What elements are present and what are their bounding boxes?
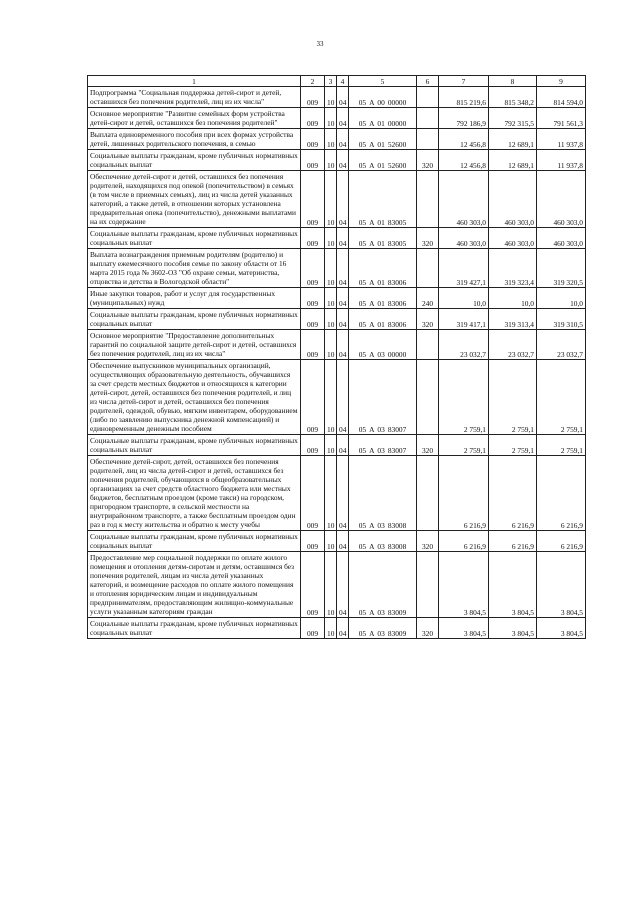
row-amount-year3: 460 303,0 bbox=[537, 228, 586, 249]
col-header-2: 2 bbox=[301, 76, 325, 87]
row-expense-type: 320 bbox=[417, 228, 439, 249]
row-amount-year1: 2 759,1 bbox=[439, 435, 489, 456]
target-article-part: 05 bbox=[358, 608, 367, 617]
row-amount-year3: 791 561,3 bbox=[537, 108, 586, 129]
col-header-6: 6 bbox=[417, 76, 439, 87]
row-section-code: 10 bbox=[325, 330, 337, 360]
target-article-part: 05 bbox=[358, 542, 367, 551]
row-amount-year2: 319 323,4 bbox=[489, 249, 537, 288]
target-article-part: 00000 bbox=[387, 98, 407, 107]
row-expense-type: 320 bbox=[417, 618, 439, 639]
target-article-part: 83005 bbox=[387, 239, 407, 248]
target-article-part: 05 bbox=[358, 218, 367, 227]
table-row bbox=[88, 288, 586, 309]
row-ved-code: 009 bbox=[301, 552, 325, 618]
table-body bbox=[88, 87, 586, 639]
target-article-part: 01 bbox=[377, 320, 385, 329]
row-amount-year2: 792 315,5 bbox=[489, 108, 537, 129]
row-name: Иные закупки товаров, работ и услуг для государственных (муниципальных) нужд bbox=[88, 288, 301, 309]
table-row bbox=[88, 552, 586, 618]
table-row bbox=[88, 108, 586, 129]
row-amount-year3: 319 320,5 bbox=[537, 249, 586, 288]
row-name: Основное мероприятие "Развитие семейных форм устройства детей-сирот и детей, оставшихся без попечения родителей" bbox=[88, 108, 301, 129]
row-target-article bbox=[349, 456, 417, 531]
row-target-article bbox=[349, 360, 417, 435]
row-amount-year3: 2 759,1 bbox=[537, 360, 586, 435]
row-target-article bbox=[349, 228, 417, 249]
row-amount-year1: 815 219,6 bbox=[439, 87, 489, 108]
row-amount-year3: 23 032,7 bbox=[537, 330, 586, 360]
row-subsection-code: 04 bbox=[337, 108, 349, 129]
row-expense-type bbox=[417, 249, 439, 288]
target-article-part: 83007 bbox=[387, 446, 407, 455]
target-article-part: 03 bbox=[377, 629, 385, 638]
row-amount-year2: 23 032,7 bbox=[489, 330, 537, 360]
row-amount-year1: 6 216,9 bbox=[439, 531, 489, 552]
row-section-code: 10 bbox=[325, 129, 337, 150]
row-section-code: 10 bbox=[325, 618, 337, 639]
target-article-part: А bbox=[369, 239, 375, 248]
target-article-part: 05 bbox=[358, 98, 367, 107]
row-expense-type bbox=[417, 360, 439, 435]
target-article-part: А bbox=[369, 140, 375, 149]
target-article-part: 03 bbox=[377, 542, 385, 551]
row-amount-year1: 6 216,9 bbox=[439, 456, 489, 531]
row-amount-year1: 3 804,5 bbox=[439, 618, 489, 639]
row-target-article bbox=[349, 87, 417, 108]
row-target-article bbox=[349, 249, 417, 288]
row-expense-type bbox=[417, 456, 439, 531]
row-ved-code: 009 bbox=[301, 228, 325, 249]
target-article-part: 00 bbox=[377, 98, 385, 107]
row-amount-year2: 3 804,5 bbox=[489, 552, 537, 618]
row-amount-year3: 319 310,5 bbox=[537, 309, 586, 330]
target-article-part: А bbox=[369, 320, 375, 329]
row-name: Социальные выплаты гражданам, кроме публичных нормативных социальных выплат bbox=[88, 228, 301, 249]
row-subsection-code: 04 bbox=[337, 360, 349, 435]
row-ved-code: 009 bbox=[301, 330, 325, 360]
row-name: Выплата единовременного пособия при всех формах устройства детей, лишенных родительского попечения, в семью bbox=[88, 129, 301, 150]
target-article-part: 00000 bbox=[387, 119, 407, 128]
row-expense-type: 320 bbox=[417, 531, 439, 552]
row-expense-type bbox=[417, 108, 439, 129]
row-amount-year2: 2 759,1 bbox=[489, 360, 537, 435]
table-row bbox=[88, 456, 586, 531]
col-header-3: 3 bbox=[325, 76, 337, 87]
target-article-part: А bbox=[369, 278, 375, 287]
row-section-code: 10 bbox=[325, 150, 337, 171]
table-row bbox=[88, 435, 586, 456]
row-subsection-code: 04 bbox=[337, 309, 349, 330]
row-amount-year1: 12 456,8 bbox=[439, 129, 489, 150]
row-amount-year3: 6 216,9 bbox=[537, 456, 586, 531]
row-ved-code: 009 bbox=[301, 435, 325, 456]
row-expense-type bbox=[417, 171, 439, 228]
row-name: Социальные выплаты гражданам, кроме публичных нормативных социальных выплат bbox=[88, 309, 301, 330]
target-article-part: 03 bbox=[377, 521, 385, 530]
row-expense-type: 240 bbox=[417, 288, 439, 309]
row-section-code: 10 bbox=[325, 435, 337, 456]
target-article-part: 83006 bbox=[387, 278, 407, 287]
target-article-part: 05 bbox=[358, 239, 367, 248]
target-article-part: 83008 bbox=[387, 542, 407, 551]
row-amount-year1: 319 427,1 bbox=[439, 249, 489, 288]
row-amount-year2: 3 804,5 bbox=[489, 618, 537, 639]
row-subsection-code: 04 bbox=[337, 129, 349, 150]
row-section-code: 10 bbox=[325, 228, 337, 249]
row-amount-year3: 3 804,5 bbox=[537, 618, 586, 639]
row-amount-year2: 10,0 bbox=[489, 288, 537, 309]
row-ved-code: 009 bbox=[301, 531, 325, 552]
target-article-part: А bbox=[369, 299, 375, 308]
row-amount-year2: 460 303,0 bbox=[489, 171, 537, 228]
target-article-part: А bbox=[369, 350, 375, 359]
row-expense-type bbox=[417, 129, 439, 150]
row-section-code: 10 bbox=[325, 309, 337, 330]
row-subsection-code: 04 bbox=[337, 435, 349, 456]
page-number: 33 bbox=[316, 40, 324, 48]
row-amount-year3: 11 937,8 bbox=[537, 129, 586, 150]
row-name: Подпрограмма "Социальная поддержка детей-сирот и детей, оставшихся без попечения родителей, лиц из их числа" bbox=[88, 87, 301, 108]
target-article-part: 05 bbox=[358, 140, 367, 149]
target-article-part: 83005 bbox=[387, 218, 407, 227]
target-article-part: 83006 bbox=[387, 320, 407, 329]
row-amount-year1: 23 032,7 bbox=[439, 330, 489, 360]
target-article-part: 83009 bbox=[387, 629, 407, 638]
row-ved-code: 009 bbox=[301, 129, 325, 150]
row-amount-year1: 2 759,1 bbox=[439, 360, 489, 435]
row-ved-code: 009 bbox=[301, 150, 325, 171]
row-target-article bbox=[349, 618, 417, 639]
row-name: Социальные выплаты гражданам, кроме публичных нормативных социальных выплат bbox=[88, 435, 301, 456]
row-amount-year2: 460 303,0 bbox=[489, 228, 537, 249]
target-article-part: А bbox=[369, 425, 375, 434]
row-name: Основное мероприятие "Предоставление дополнительных гарантий по социальной защите детей-сирот и детей, оставшихся без попечения родителей, лиц из их числа" bbox=[88, 330, 301, 360]
target-article-part: 01 bbox=[377, 119, 385, 128]
target-article-part: 05 bbox=[358, 446, 367, 455]
col-header-8: 8 bbox=[489, 76, 537, 87]
row-amount-year2: 2 759,1 bbox=[489, 435, 537, 456]
table-row bbox=[88, 618, 586, 639]
target-article-part: 83008 bbox=[387, 521, 407, 530]
target-article-part: 01 bbox=[377, 218, 385, 227]
target-article-part: А bbox=[369, 629, 375, 638]
target-article-part: 83006 bbox=[387, 299, 407, 308]
row-name: Выплата вознаграждения приемным родителям (родителю) и выплату ежемесячного пособия семье по закону области от 16 марта 2015 года № 3602-ОЗ "Об охране семьи, материнства, отцовства и детства в Вологодской области" bbox=[88, 249, 301, 288]
row-target-article bbox=[349, 108, 417, 129]
row-amount-year2: 319 313,4 bbox=[489, 309, 537, 330]
row-amount-year1: 12 456,8 bbox=[439, 150, 489, 171]
row-target-article bbox=[349, 552, 417, 618]
table-row bbox=[88, 129, 586, 150]
row-target-article bbox=[349, 330, 417, 360]
row-section-code: 10 bbox=[325, 249, 337, 288]
row-amount-year3: 814 594,0 bbox=[537, 87, 586, 108]
row-ved-code: 009 bbox=[301, 309, 325, 330]
target-article-part: 83007 bbox=[387, 425, 407, 434]
target-article-part: А bbox=[369, 608, 375, 617]
row-subsection-code: 04 bbox=[337, 552, 349, 618]
table-row bbox=[88, 309, 586, 330]
row-amount-year1: 10,0 bbox=[439, 288, 489, 309]
row-subsection-code: 04 bbox=[337, 456, 349, 531]
row-section-code: 10 bbox=[325, 87, 337, 108]
row-amount-year3: 6 216,9 bbox=[537, 531, 586, 552]
row-subsection-code: 04 bbox=[337, 618, 349, 639]
table-row bbox=[88, 330, 586, 360]
row-name: Обеспечение детей-сирот и детей, оставшихся без попечения родителей, находящихся под опекой (попечительством) в семьях (в том числе в приемных семьях), лиц из числа детей указанных категорий, а также детей, в отношении которых установлена предварительная опека (попечительство), денежными выплатами на их содержание bbox=[88, 171, 301, 228]
row-amount-year3: 2 759,1 bbox=[537, 435, 586, 456]
row-name: Социальные выплаты гражданам, кроме публичных нормативных социальных выплат bbox=[88, 150, 301, 171]
target-article-part: 05 bbox=[358, 161, 367, 170]
row-target-article bbox=[349, 309, 417, 330]
target-article-part: 01 bbox=[377, 239, 385, 248]
target-article-part: 05 bbox=[358, 425, 367, 434]
row-name: Предоставление мер социальной поддержки по оплате жилого помещения и отопления детям-сиротам и детям, оставшимся без попечения родителей, лицам из числа детей указанных категорий, и возмещение расходов по оплате жилого помещения и отопления юридическим лицам и индивидуальным предпринимателям, предоставляющим жилищно-коммунальные услуги указанным категориям граждан bbox=[88, 552, 301, 618]
col-header-5: 5 bbox=[349, 76, 417, 87]
row-section-code: 10 bbox=[325, 552, 337, 618]
target-article-part: 83009 bbox=[387, 608, 407, 617]
row-expense-type bbox=[417, 87, 439, 108]
col-header-9: 9 bbox=[537, 76, 586, 87]
target-article-part: 03 bbox=[377, 608, 385, 617]
row-section-code: 10 bbox=[325, 360, 337, 435]
row-section-code: 10 bbox=[325, 288, 337, 309]
row-expense-type: 320 bbox=[417, 435, 439, 456]
row-amount-year3: 3 804,5 bbox=[537, 552, 586, 618]
header-row bbox=[88, 76, 586, 87]
row-amount-year1: 792 186,9 bbox=[439, 108, 489, 129]
table-row bbox=[88, 87, 586, 108]
row-expense-type bbox=[417, 552, 439, 618]
row-ved-code: 009 bbox=[301, 618, 325, 639]
row-subsection-code: 04 bbox=[337, 249, 349, 288]
row-amount-year1: 3 804,5 bbox=[439, 552, 489, 618]
row-target-article bbox=[349, 435, 417, 456]
row-name: Социальные выплаты гражданам, кроме публичных нормативных социальных выплат bbox=[88, 531, 301, 552]
row-amount-year2: 12 689,1 bbox=[489, 129, 537, 150]
table-row bbox=[88, 249, 586, 288]
row-subsection-code: 04 bbox=[337, 330, 349, 360]
row-expense-type: 320 bbox=[417, 309, 439, 330]
target-article-part: А bbox=[369, 542, 375, 551]
row-section-code: 10 bbox=[325, 456, 337, 531]
budget-table bbox=[87, 75, 586, 639]
row-amount-year3: 11 937,8 bbox=[537, 150, 586, 171]
target-article-part: 52600 bbox=[387, 161, 407, 170]
target-article-part: 05 bbox=[358, 521, 367, 530]
target-article-part: 05 bbox=[358, 320, 367, 329]
row-section-code: 10 bbox=[325, 531, 337, 552]
row-ved-code: 009 bbox=[301, 249, 325, 288]
target-article-part: 03 bbox=[377, 446, 385, 455]
row-amount-year2: 12 689,1 bbox=[489, 150, 537, 171]
col-header-7: 7 bbox=[439, 76, 489, 87]
target-article-part: 05 bbox=[358, 299, 367, 308]
target-article-part: 05 bbox=[358, 119, 367, 128]
row-subsection-code: 04 bbox=[337, 531, 349, 552]
row-amount-year3: 460 303,0 bbox=[537, 171, 586, 228]
row-expense-type bbox=[417, 330, 439, 360]
row-subsection-code: 04 bbox=[337, 171, 349, 228]
target-article-part: 03 bbox=[377, 425, 385, 434]
table-row bbox=[88, 171, 586, 228]
target-article-part: 05 bbox=[358, 629, 367, 638]
row-name: Социальные выплаты гражданам, кроме публичных нормативных социальных выплат bbox=[88, 618, 301, 639]
row-ved-code: 009 bbox=[301, 108, 325, 129]
row-section-code: 10 bbox=[325, 108, 337, 129]
row-amount-year1: 460 303,0 bbox=[439, 228, 489, 249]
row-amount-year3: 10,0 bbox=[537, 288, 586, 309]
target-article-part: 01 bbox=[377, 140, 385, 149]
target-article-part: А bbox=[369, 446, 375, 455]
target-article-part: 05 bbox=[358, 278, 367, 287]
row-amount-year2: 6 216,9 bbox=[489, 456, 537, 531]
row-ved-code: 009 bbox=[301, 360, 325, 435]
target-article-part: 00000 bbox=[387, 350, 407, 359]
row-ved-code: 009 bbox=[301, 456, 325, 531]
target-article-part: 03 bbox=[377, 350, 385, 359]
table-row bbox=[88, 150, 586, 171]
row-target-article bbox=[349, 129, 417, 150]
row-amount-year2: 6 216,9 bbox=[489, 531, 537, 552]
row-subsection-code: 04 bbox=[337, 228, 349, 249]
target-article-part: 01 bbox=[377, 299, 385, 308]
row-ved-code: 009 bbox=[301, 171, 325, 228]
target-article-part: А bbox=[369, 119, 375, 128]
row-target-article bbox=[349, 150, 417, 171]
row-subsection-code: 04 bbox=[337, 150, 349, 171]
target-article-part: А bbox=[369, 98, 375, 107]
row-subsection-code: 04 bbox=[337, 288, 349, 309]
row-ved-code: 009 bbox=[301, 288, 325, 309]
row-target-article bbox=[349, 288, 417, 309]
target-article-part: А bbox=[369, 521, 375, 530]
target-article-part: 05 bbox=[358, 350, 367, 359]
target-article-part: А bbox=[369, 218, 375, 227]
row-subsection-code: 04 bbox=[337, 87, 349, 108]
table-row bbox=[88, 228, 586, 249]
target-article-part: 01 bbox=[377, 278, 385, 287]
col-header-4: 4 bbox=[337, 76, 349, 87]
row-expense-type: 320 bbox=[417, 150, 439, 171]
table-row bbox=[88, 531, 586, 552]
row-amount-year1: 319 417,1 bbox=[439, 309, 489, 330]
table-row bbox=[88, 360, 586, 435]
col-header-1: 1 bbox=[88, 76, 301, 87]
row-name: Обеспечение выпускников муниципальных организаций, осуществляющих образовательную деятельность, обучавшихся за счет средств местных бюджетов и относящихся к категории детей-сирот, детей, оставшихся без попечения родителей, и лиц из числа детей-сирот и детей, оставшихся без попечения родителей, одеждой, обувью, мягким инвентарем, оборудованием (либо по заявлению выпускника денежной компенсацией) и единовременным денежным пособием bbox=[88, 360, 301, 435]
row-section-code: 10 bbox=[325, 171, 337, 228]
target-article-part: 52600 bbox=[387, 140, 407, 149]
row-ved-code: 009 bbox=[301, 87, 325, 108]
row-target-article bbox=[349, 531, 417, 552]
row-amount-year1: 460 303,0 bbox=[439, 171, 489, 228]
row-target-article bbox=[349, 171, 417, 228]
target-article-part: А bbox=[369, 161, 375, 170]
row-name: Обеспечение детей-сирот, детей, оставшихся без попечения родителей, лиц из числа детей-сирот и детей, оставшихся без попечения родителей, обучающихся в общеобразовательных организациях за счет средств областного бюджета или местных бюджетов, бесплатным проездом (кроме такси) на городском, пригородном транспорте, в сельской местности на внутрирайонном транспорте, а также бесплатным проездом один раз в год к месту жительства и обратно к месту учебы bbox=[88, 456, 301, 531]
row-amount-year2: 815 348,2 bbox=[489, 87, 537, 108]
target-article-part: 01 bbox=[377, 161, 385, 170]
